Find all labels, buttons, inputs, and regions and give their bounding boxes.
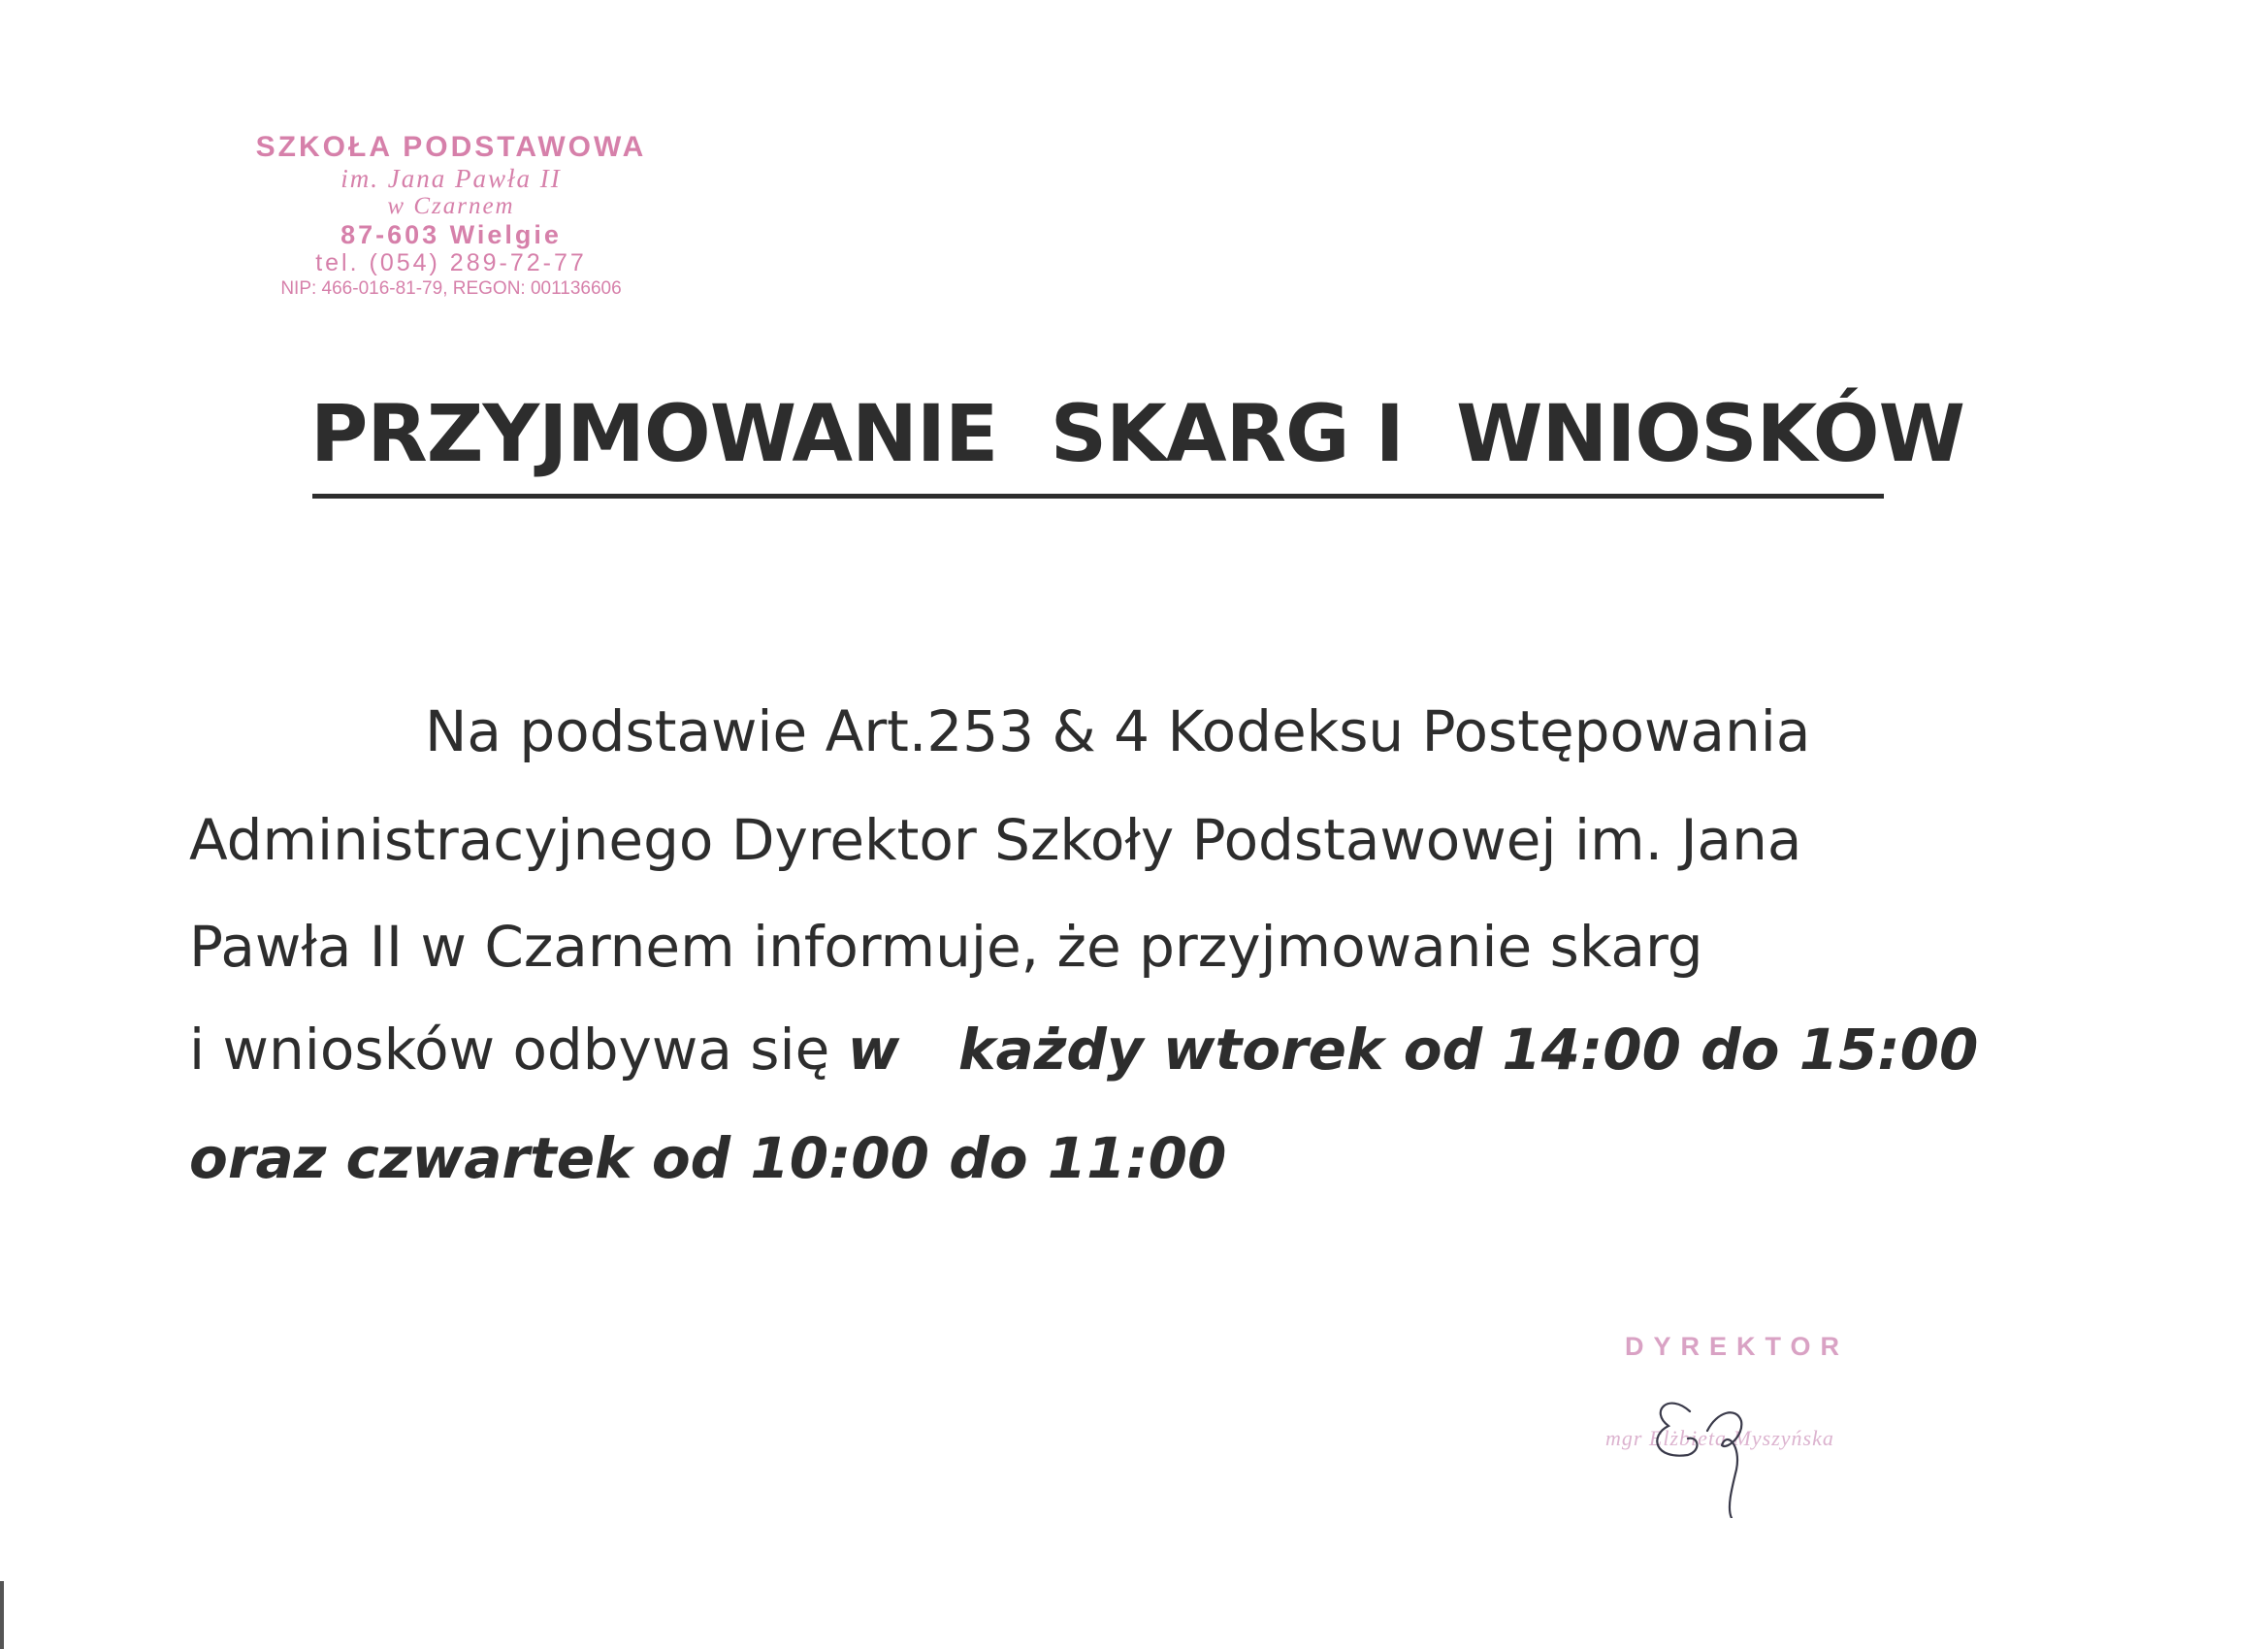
stamp-line-postcode: 87-603 Wielgie bbox=[340, 219, 562, 249]
page-title: PRZYJMOWANIE SKARG I WNIOSKÓW bbox=[310, 389, 1964, 480]
scan-edge-mark bbox=[0, 1581, 4, 1649]
director-stamp-name: mgr Elżbieta Myszyńska bbox=[1605, 1426, 1834, 1450]
body-line-2: Administracyjnego Dyrektor Szkoły Podstawowej im. Jana bbox=[189, 807, 1802, 873]
stamp-line-patron: im. Jana Pawła II bbox=[340, 163, 562, 193]
body-line-1: Na podstawie Art.253 & 4 Kodeksu Postępowania bbox=[425, 698, 1811, 764]
body-line-4-plain: i wniosków odbywa się bbox=[189, 1017, 848, 1083]
office-hours-thursday: oraz czwartek od 10:00 do 11:00 bbox=[189, 1125, 1227, 1191]
stamp-line-nip-regon: NIP: 466-016-81-79, REGON: 001136606 bbox=[280, 278, 622, 300]
director-signature bbox=[1630, 1353, 1804, 1518]
title-underline bbox=[312, 494, 1884, 499]
stamp-line-town: w Czarnem bbox=[387, 192, 515, 219]
stamp-line-school: SZKOŁA PODSTAWOWA bbox=[255, 131, 647, 163]
stamp-line-phone: tel. (054) 289-72-77 bbox=[315, 249, 587, 277]
body-line-4 bbox=[189, 1017, 2081, 1083]
body-line-3: Pawła II w Czarnem informuje, że przyjmowanie skarg bbox=[189, 914, 1703, 980]
office-hours-tuesday: w każdy wtorek od 14:00 do 15:00 bbox=[847, 1017, 1979, 1083]
director-stamp-title: DYREKTOR bbox=[1625, 1332, 1850, 1361]
school-stamp bbox=[233, 131, 669, 299]
